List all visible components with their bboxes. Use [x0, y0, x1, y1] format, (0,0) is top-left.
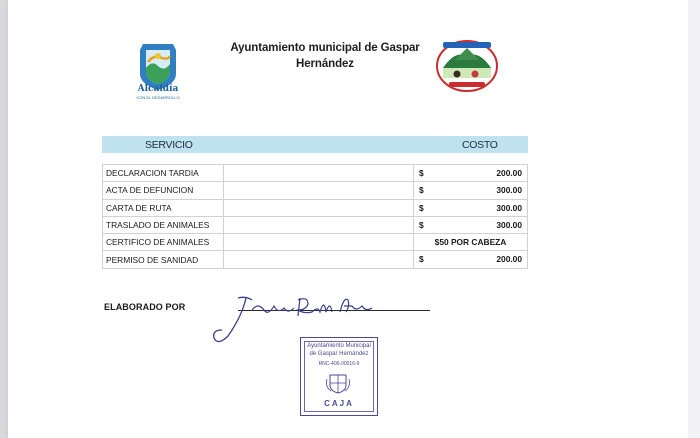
column-header-costo: COSTO	[462, 139, 498, 151]
service-name: CERTIFICO DE ANIMALES	[103, 234, 224, 251]
logo-left-subtext: CON EL DESARROLLO	[136, 95, 180, 100]
cost-cell	[414, 234, 528, 251]
page-edge-right	[688, 0, 700, 438]
cost-cell	[414, 216, 528, 233]
cost-amount: 300.00	[496, 185, 522, 196]
service-name: PERMISO DE SANIDAD	[103, 251, 224, 268]
table-row	[103, 165, 528, 182]
blank-cell	[224, 234, 414, 251]
service-name: CARTA DE RUTA	[103, 199, 224, 216]
blank-cell	[224, 199, 414, 216]
table-row	[103, 251, 528, 268]
elaborado-por-label: ELABORADO POR	[104, 302, 186, 312]
cost-cell	[414, 182, 528, 199]
cost-amount: 200.00	[496, 254, 522, 265]
caja-stamp	[300, 337, 378, 416]
cost-amount: 200.00	[496, 168, 522, 178]
coat-of-arms-icon	[325, 371, 351, 395]
cost-cell	[414, 199, 528, 216]
table-row	[103, 234, 528, 251]
service-name: DECLARACION TARDIA	[103, 165, 224, 182]
cost-amount: 300.00	[496, 219, 522, 230]
service-name: TRASLADO DE ANIMALES	[103, 216, 224, 233]
stamp-line-2: de Gaspar Hernández	[309, 351, 369, 357]
currency-symbol: $	[419, 168, 424, 178]
cost-cell	[414, 165, 528, 182]
column-header-servicio: SERVICIO	[145, 139, 193, 151]
cost-cell	[414, 251, 528, 268]
table-row	[103, 199, 528, 216]
title-line-1: Ayuntamiento municipal de Gaspar	[230, 42, 420, 54]
municipal-emblem-icon	[435, 38, 499, 94]
currency-symbol: $	[419, 219, 424, 230]
title-line-2: Hernández	[296, 58, 354, 70]
services-table	[102, 164, 528, 269]
logo-left-text: Alcaldía	[137, 84, 179, 94]
table-row	[103, 182, 528, 199]
blank-cell	[224, 165, 414, 182]
stamp-line-1: Ayuntamiento Municipal	[307, 343, 371, 349]
blank-cell	[224, 182, 414, 199]
currency-symbol: $	[419, 254, 424, 265]
blank-cell	[224, 251, 414, 268]
currency-symbol: $	[419, 185, 424, 196]
table-row	[103, 216, 528, 233]
stamp-line-3: RNC-406-00016-9	[318, 361, 360, 367]
cost-amount: 300.00	[496, 202, 522, 213]
cost-amount: $50 POR CABEZA	[434, 237, 507, 248]
blank-cell	[224, 216, 414, 233]
page-title	[225, 40, 425, 72]
service-name: ACTA DE DEFUNCION	[103, 182, 224, 199]
stamp-caja-label: CAJA	[324, 399, 354, 408]
currency-symbol: $	[419, 202, 424, 213]
page-edge-left	[0, 0, 8, 438]
